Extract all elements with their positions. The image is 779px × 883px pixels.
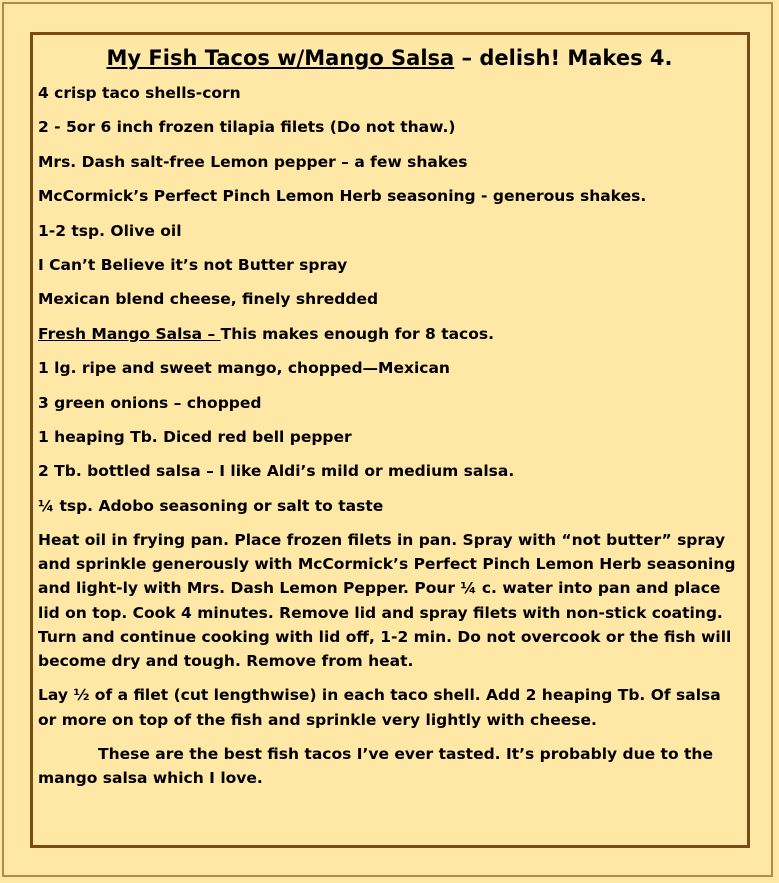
ingredient-line: Mexican blend cheese, finely shredded (38, 290, 379, 309)
salsa-ingredient-line: 1 lg. ripe and sweet mango, chopped—Mexican (38, 359, 450, 378)
ingredient-line: 2 - 5or 6 inch frozen tilapia filets (Do not thaw.) (38, 118, 456, 137)
ingredient-line: 4 crisp taco shells-corn (38, 84, 241, 102)
ingredient-line: Mrs. Dash salt-free Lemon pepper – a few shakes (38, 152, 468, 171)
recipe-title (38, 45, 741, 71)
recipe-title-tagline: – delish! Makes 4. (454, 46, 673, 70)
closing-paragraph: These are the best fish tacos I’ve ever tasted. It’s probably due to the mango salsa which I love. (38, 744, 713, 787)
salsa-heading (38, 322, 741, 346)
salsa-ingredient-line: 1 heaping Tb. Diced red bell pepper (38, 427, 352, 446)
salsa-ingredient-line: 3 green onions – chopped (38, 393, 262, 412)
instruction-paragraph: Heat oil in frying pan. Place frozen filets in pan. Spray with “not butter” spray and sprinkle generously with McCormick’s Perfect Pinch Lemon Herb seasoning and light-ly with Mrs. Dash Lemon Pepper. Pour ¼ c. water into pan and place lid on top. Cook 4 minutes. Remove lid and spray filets with non-stick coating. Turn and continue cooking with lid off, 1-2 min. Do not overcook or the fish will become dry and tough. Remove from heat. (38, 531, 736, 671)
salsa-heading-title: Fresh Mango Salsa – (38, 324, 221, 343)
instruction-paragraph: Lay ½ of a filet (cut lengthwise) in each taco shell. Add 2 heaping Tb. Of salsa or more on top of the fish and sprinkle very lightly with cheese. (38, 686, 721, 729)
salsa-ingredient-line: ¼ tsp. Adobo seasoning or salt to taste (38, 496, 384, 515)
recipe-title-main: My Fish Tacos w/Mango Salsa (106, 46, 455, 70)
salsa-ingredient-line: 2 Tb. bottled salsa – I like Aldi’s mild or medium salsa. (38, 462, 515, 481)
ingredient-line: McCormick’s Perfect Pinch Lemon Herb seasoning - generous shakes. (38, 187, 647, 206)
recipe-card (30, 32, 750, 848)
ingredient-line: 1-2 tsp. Olive oil (38, 221, 182, 240)
ingredient-line: I Can’t Believe it’s not Butter spray (38, 255, 348, 274)
salsa-heading-note: This makes enough for 8 tacos. (220, 324, 495, 343)
